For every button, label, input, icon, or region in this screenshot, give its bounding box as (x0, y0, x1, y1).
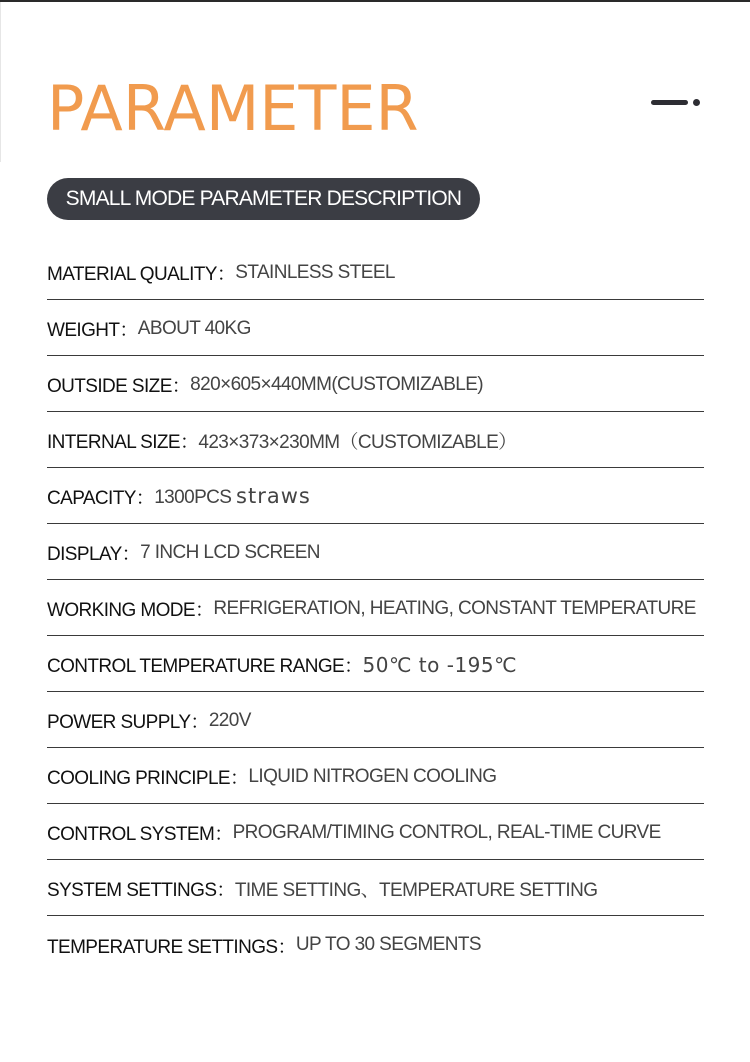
parameter-value (154, 484, 311, 509)
parameter-label: POWER SUPPLY： (47, 712, 209, 733)
parameter-value: UP TO 30 SEGMENTS (295, 934, 482, 955)
dot-shape (693, 99, 700, 106)
parameter-label: SYSTEM SETTINGS： (47, 880, 235, 901)
parameter-label: WEIGHT： (47, 320, 138, 341)
parameter-label: WORKING MODE： (47, 600, 214, 621)
dash-shape (651, 100, 688, 105)
parameter-row-material-quality (47, 244, 704, 300)
parameter-value: 220V (208, 709, 251, 731)
left-edge-rule (0, 2, 1, 162)
parameter-row-power-supply (47, 692, 704, 748)
parameter-label: CAPACITY： (47, 488, 155, 509)
parameter-value: TIME SETTING、TEMPERATURE SETTING (234, 880, 598, 901)
parameter-row-control-system (47, 804, 704, 860)
parameter-label: CONTROL TEMPERATURE RANGE： (47, 656, 363, 677)
top-border-line (0, 0, 750, 2)
parameter-row-outside-size (47, 356, 704, 412)
page-title: PARAMETER (47, 72, 419, 145)
parameter-value: 423×373×230MM（CUSTOMIZABLE） (198, 432, 517, 453)
parameter-label: CONTROL SYSTEM： (47, 824, 233, 845)
parameter-row-internal-size (47, 412, 704, 468)
parameter-row-temperature-settings (47, 916, 704, 972)
parameter-value: REFRIGERATION, HEATING, CONSTANT TEMPERATURE (213, 597, 696, 619)
parameter-value: LIQUID NITROGEN COOLING (248, 765, 497, 787)
parameter-label: INTERNAL SIZE： (47, 432, 199, 453)
parameter-value: 50℃ to -195℃ (362, 652, 518, 677)
parameter-row-working-mode (47, 580, 704, 636)
parameter-label: TEMPERATURE SETTINGS： (47, 936, 296, 958)
parameter-row-system-settings (47, 860, 704, 916)
parameter-row-cooling-principle (47, 748, 704, 804)
dash-dot-decoration-icon (651, 99, 703, 107)
section-heading-pill: SMALL MODE PARAMETER DESCRIPTION (47, 178, 480, 220)
parameter-row-weight (47, 300, 704, 356)
parameter-value: ABOUT 40KG (137, 317, 251, 339)
parameter-row-display (47, 524, 704, 580)
parameter-value: STAINLESS STEEL (235, 261, 395, 283)
parameter-value: 7 INCH LCD SCREEN (140, 541, 320, 563)
parameter-row-control-temperature-range (47, 636, 704, 692)
parameter-label: MATERIAL QUALITY： (47, 264, 236, 285)
parameter-label: OUTSIDE SIZE： (47, 376, 191, 397)
parameter-row-capacity (47, 468, 704, 524)
parameter-list (47, 244, 704, 972)
parameter-value-unit: straws (236, 484, 311, 508)
parameter-value: PROGRAM/TIMING CONTROL, REAL-TIME CURVE (232, 821, 661, 843)
parameter-label: DISPLAY： (47, 544, 141, 565)
parameter-label: COOLING PRINCIPLE： (47, 768, 249, 789)
parameter-value-number: 1300PCS (154, 487, 237, 508)
parameter-value: 820×605×440MM(CUSTOMIZABLE) (190, 373, 484, 395)
